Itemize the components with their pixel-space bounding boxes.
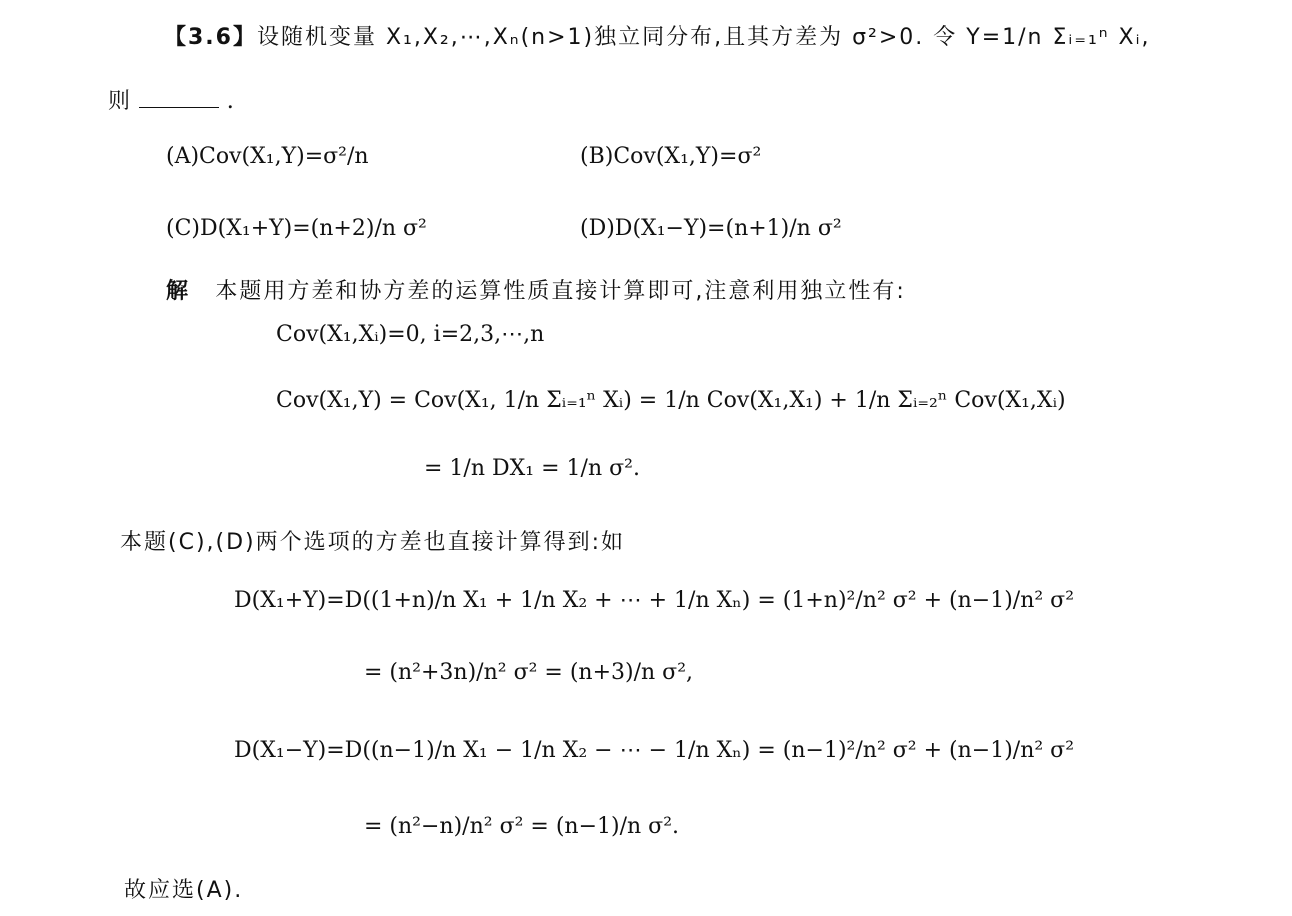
answer-blank (139, 91, 219, 108)
equation-1: Cov(X₁,Xᵢ)=0, i=2,3,⋯,n (276, 322, 545, 347)
equation-6: D(X₁−Y)=D((n−1)/n X₁ − 1/n X₂ − ⋯ − 1/n Xₙ) = (n−1)²/n² σ² + (n−1)/n² σ² (234, 738, 1075, 763)
line2-period: . (226, 88, 234, 114)
equation-5: = (n²+3n)/n² σ² = (n+3)/n σ², (364, 660, 694, 685)
solution-paragraph-2: 本题(C),(D)两个选项的方差也直接计算得到:如 (120, 530, 626, 555)
problem-statement: 设随机变量 X₁,X₂,⋯,Xₙ(n>1)独立同分布,且其方差为 σ²>0. 令 Y=1/n Σᵢ₌₁ⁿ Xᵢ, (256, 25, 1151, 50)
problem-line-1 (164, 24, 1151, 51)
equation-3: = 1/n DX₁ = 1/n σ². (424, 456, 640, 481)
equation-7: = (n²−n)/n² σ² = (n−1)/n σ². (364, 814, 680, 839)
equation-4: D(X₁+Y)=D((1+n)/n X₁ + 1/n X₂ + ⋯ + 1/n Xₙ) = (1+n)²/n² σ² + (n−1)/n² σ² (234, 588, 1075, 613)
equation-2: Cov(X₁,Y) = Cov(X₁, 1/n Σᵢ₌₁ⁿ Xᵢ) = 1/n Cov(X₁,X₁) + 1/n Σᵢ₌₂ⁿ Cov(X₁,Xᵢ) (276, 388, 1066, 413)
problem-number: 【3.6】 (164, 25, 257, 50)
option-d: (D)D(X₁−Y)=(n+1)/n σ² (580, 216, 842, 241)
solution-label: 解 (166, 279, 191, 304)
problem-line-2 (108, 88, 234, 115)
solution-intro: 本题用方差和协方差的运算性质直接计算即可,注意利用独立性有: (215, 279, 906, 304)
then-label: 则 (108, 89, 133, 114)
conclusion: 故应选(A). (124, 878, 244, 903)
option-c: (C)D(X₁+Y)=(n+2)/n σ² (166, 216, 427, 241)
option-b: (B)Cov(X₁,Y)=σ² (580, 144, 762, 169)
option-a: (A)Cov(X₁,Y)=σ²/n (166, 144, 369, 169)
solution-intro-line (166, 278, 906, 305)
